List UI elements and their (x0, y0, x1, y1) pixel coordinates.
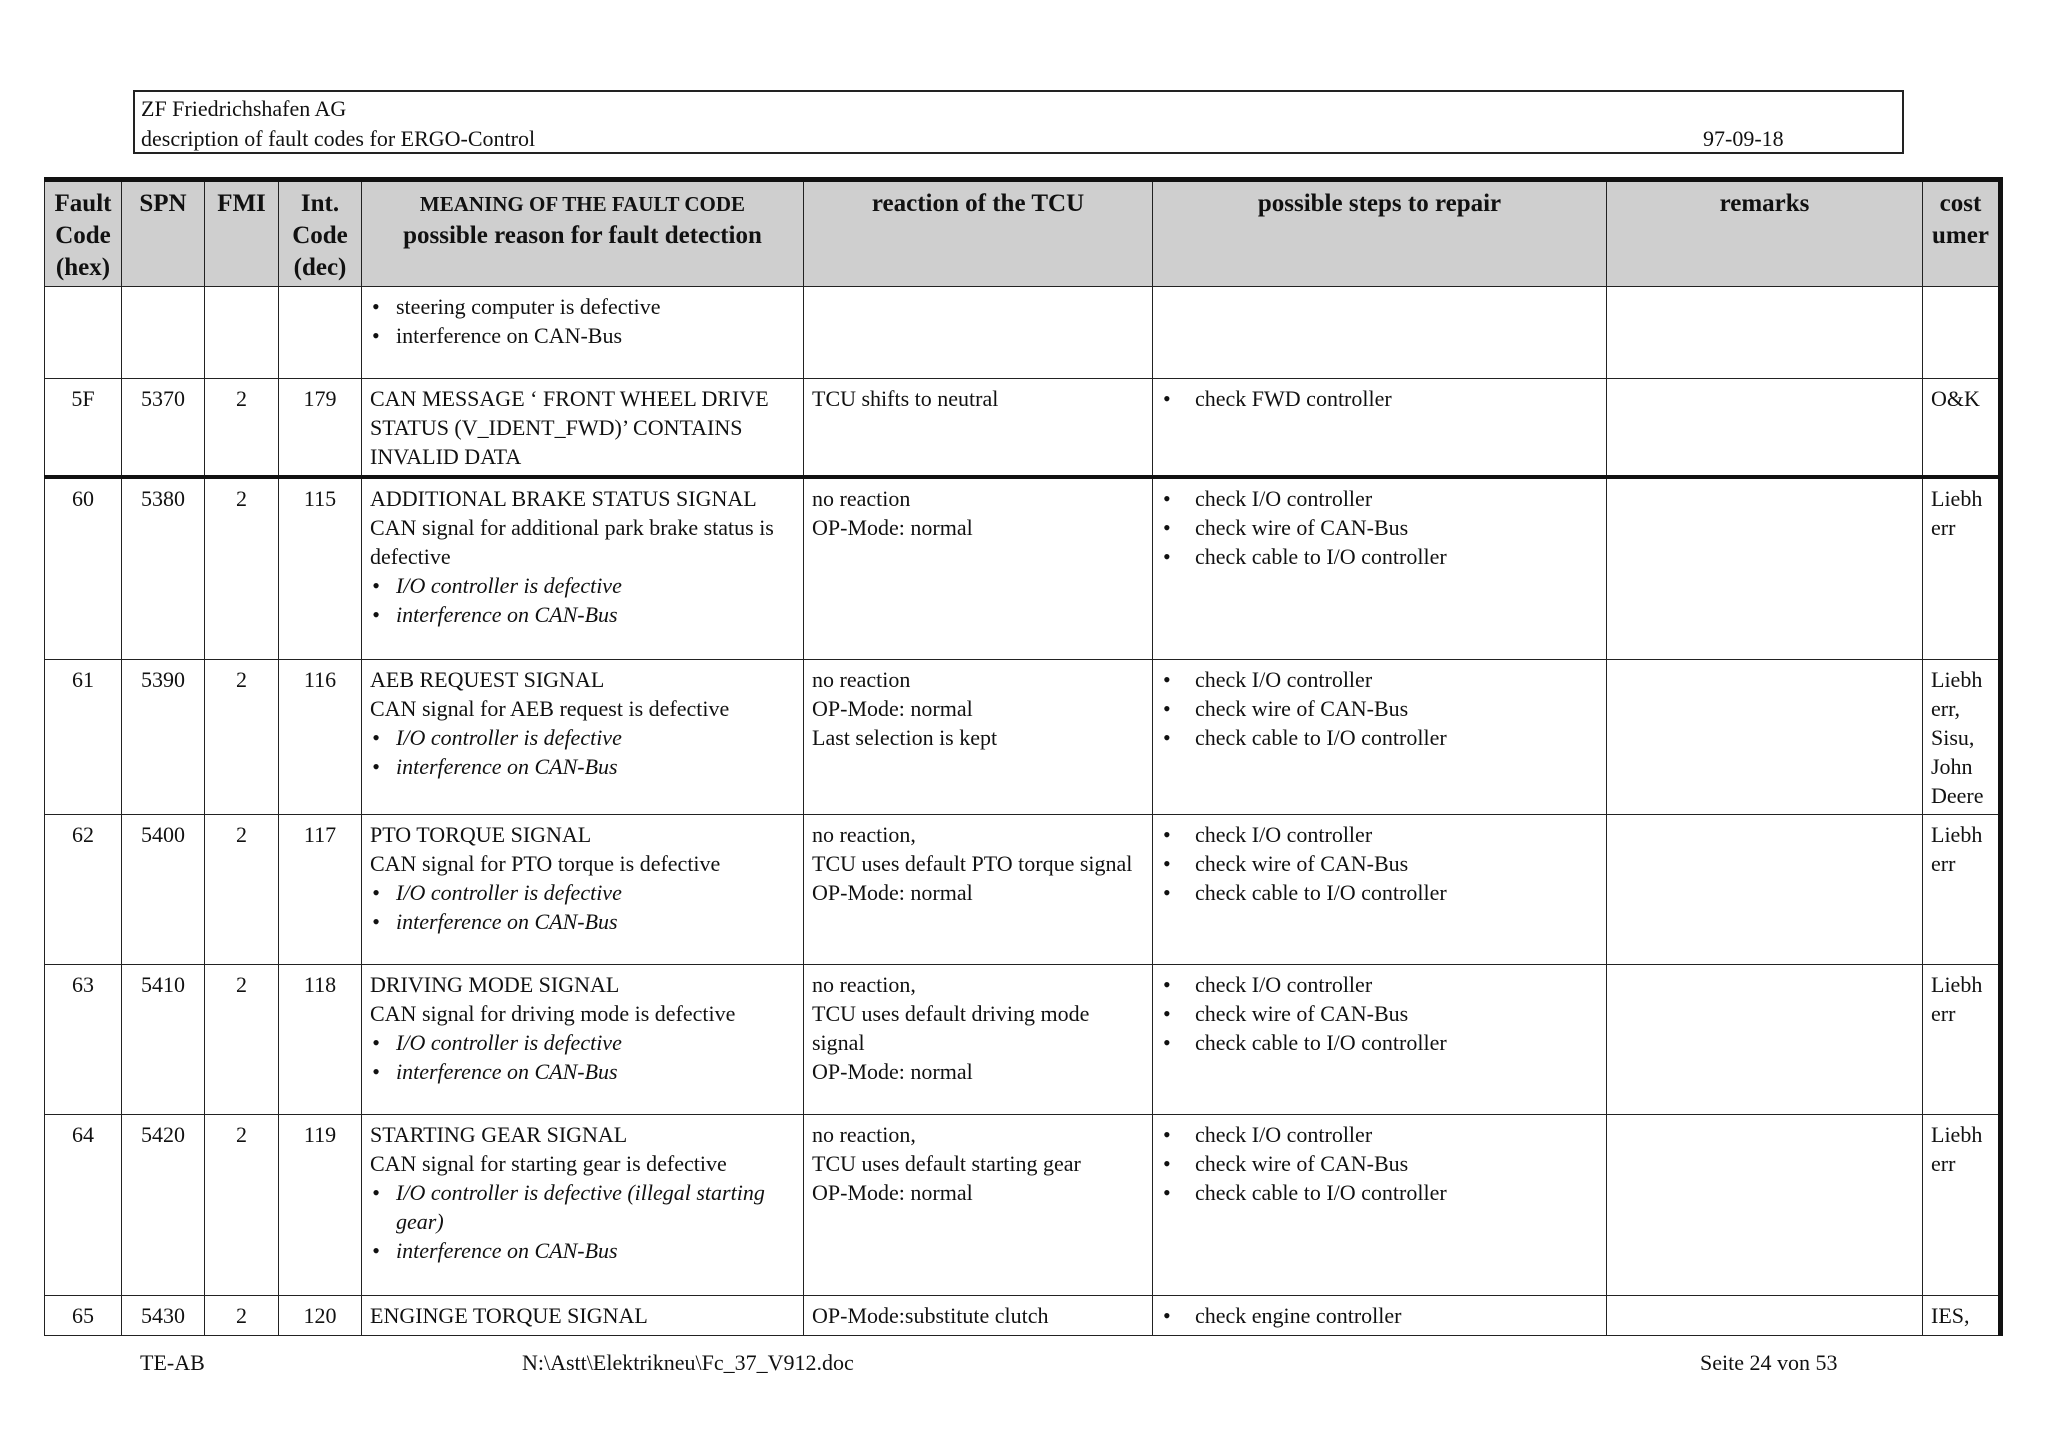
repair-item: • check wire of CAN-Bus (1195, 849, 1598, 878)
document-header-box (133, 90, 1904, 154)
reaction-line: TCU uses default PTO torque signal (812, 851, 1133, 876)
repair-item: • check I/O controller (1195, 970, 1598, 999)
footer-path: N:\Astt\Elektrikneu\Fc_37_V912.doc (522, 1350, 854, 1375)
cell-remarks (1607, 379, 1923, 478)
cell-spn: 5400 (122, 815, 205, 965)
cause-item: • I/O controller is defective (illegal starting gear) (396, 1178, 795, 1236)
repair-list (1161, 665, 1598, 752)
cell-repair (1153, 1296, 1607, 1336)
repair-item: • check wire of CAN-Bus (1195, 694, 1598, 723)
cell-fmi: 2 (205, 660, 279, 815)
cause-item: • I/O controller is defective (396, 878, 795, 907)
cell-spn: 5430 (122, 1296, 205, 1336)
repair-item: • check cable to I/O controller (1195, 1028, 1598, 1057)
repair-item: • check cable to I/O controller (1195, 542, 1598, 571)
cell-fmi: 2 (205, 477, 279, 660)
cell-reaction (804, 477, 1153, 660)
reaction-line: no reaction, (812, 1122, 916, 1147)
cell-meaning (362, 815, 804, 965)
cell-hex (45, 287, 122, 379)
col-reaction: reaction of the TCU (804, 180, 1153, 287)
document-description: description of fault codes for ERGO-Control (141, 126, 536, 151)
cell-remarks (1607, 1296, 1923, 1336)
repair-item: • check wire of CAN-Bus (1195, 1149, 1598, 1178)
cell-remarks (1607, 815, 1923, 965)
cell-reaction (804, 965, 1153, 1115)
reaction-line: no reaction, (812, 822, 916, 847)
footer-page: Seite 24 von 53 (1700, 1350, 1838, 1375)
cause-item: • interference on CAN-Bus (396, 321, 795, 350)
col-fmi: FMI (205, 180, 279, 287)
reaction-line: OP-Mode: normal (812, 1180, 973, 1205)
repair-item: • check engine controller (1195, 1301, 1598, 1330)
cell-fmi: 2 (205, 1115, 279, 1296)
reaction-line: Last selection is kept (812, 725, 998, 750)
cause-item: • interference on CAN-Bus (396, 752, 795, 781)
fault-title: AEB REQUEST SIGNAL (370, 667, 605, 692)
cell-customer: Liebh err, Sisu, John Deere (1923, 660, 2001, 815)
fault-description: CAN signal for starting gear is defective (370, 1151, 727, 1176)
cause-item: • I/O controller is defective (396, 571, 795, 600)
cause-item: • interference on CAN-Bus (396, 1236, 795, 1265)
repair-item: • check I/O controller (1195, 484, 1598, 513)
cell-hex: 62 (45, 815, 122, 965)
cell-fmi: 2 (205, 815, 279, 965)
cell-reaction (804, 1296, 1153, 1336)
repair-list (1161, 384, 1598, 413)
table-row (45, 965, 2001, 1115)
reaction-line: OP-Mode: normal (812, 696, 973, 721)
company-name: ZF Friedrichshafen AG (141, 96, 347, 121)
reaction-line: TCU shifts to neutral (812, 386, 999, 411)
col-spn: SPN (122, 180, 205, 287)
cell-reaction (804, 379, 1153, 478)
cause-item: • interference on CAN-Bus (396, 600, 795, 629)
cell-remarks (1607, 287, 1923, 379)
cell-repair (1153, 1115, 1607, 1296)
table-row (45, 477, 2001, 660)
cause-list (370, 292, 795, 350)
footer-left: TE-AB (140, 1350, 205, 1375)
cell-repair (1153, 660, 1607, 815)
table-header-row (45, 180, 2001, 287)
cell-spn: 5390 (122, 660, 205, 815)
repair-item: • check cable to I/O controller (1195, 1178, 1598, 1207)
fault-title: ENGINGE TORQUE SIGNAL (370, 1303, 648, 1328)
cell-customer: Liebh err (1923, 477, 2001, 660)
cell-meaning (362, 965, 804, 1115)
repair-item: • check cable to I/O controller (1195, 723, 1598, 752)
cell-spn: 5370 (122, 379, 205, 478)
col-remarks: remarks (1607, 180, 1923, 287)
cell-hex: 65 (45, 1296, 122, 1336)
table-row (45, 1115, 2001, 1296)
col-meaning-top: MEANING OF THE FAULT CODE (419, 192, 746, 216)
reaction-line: OP-Mode: normal (812, 880, 973, 905)
fault-description: CAN signal for additional park brake status is defective (370, 515, 774, 569)
reaction-line: TCU uses default starting gear (812, 1151, 1081, 1176)
cause-item: • interference on CAN-Bus (396, 907, 795, 936)
cause-list (370, 571, 795, 629)
col-int-code: Int. Code (dec) (279, 180, 362, 287)
cell-customer: Liebh err (1923, 815, 2001, 965)
col-meaning-bottom: possible reason for fault detection (403, 222, 762, 249)
cell-spn: 5410 (122, 965, 205, 1115)
table-row (45, 287, 2001, 379)
table-row (45, 660, 2001, 815)
cell-reaction (804, 1115, 1153, 1296)
cell-int: 118 (279, 965, 362, 1115)
repair-list (1161, 970, 1598, 1057)
repair-item: • check I/O controller (1195, 665, 1598, 694)
cell-repair (1153, 287, 1607, 379)
cell-fmi: 2 (205, 379, 279, 478)
fault-code-table (44, 177, 2003, 1336)
repair-item: • check I/O controller (1195, 1120, 1598, 1149)
document-date: 97-09-18 (1703, 126, 1784, 151)
table-row (45, 1296, 2001, 1336)
cell-repair (1153, 815, 1607, 965)
cell-int: 115 (279, 477, 362, 660)
cell-hex: 64 (45, 1115, 122, 1296)
col-meaning (362, 180, 804, 287)
cause-list (370, 1028, 795, 1086)
fault-title: PTO TORQUE SIGNAL (370, 822, 592, 847)
repair-item: • check FWD controller (1195, 384, 1598, 413)
cell-meaning (362, 1115, 804, 1296)
repair-list (1161, 484, 1598, 571)
cell-int: 117 (279, 815, 362, 965)
cell-remarks (1607, 965, 1923, 1115)
fault-title: CAN MESSAGE ‘ FRONT WHEEL DRIVE STATUS (V_IDENT_FWD)’ CONTAINS INVALID DATA (370, 386, 769, 469)
cell-remarks (1607, 1115, 1923, 1296)
cell-reaction (804, 815, 1153, 965)
cell-repair (1153, 477, 1607, 660)
reaction-line: OP-Mode:substitute clutch (812, 1303, 1049, 1328)
cell-meaning (362, 477, 804, 660)
cell-spn: 5420 (122, 1115, 205, 1296)
col-fault-code: Fault Code (hex) (45, 180, 122, 287)
repair-list (1161, 1120, 1598, 1207)
cell-remarks (1607, 477, 1923, 660)
cause-item: • steering computer is defective (396, 292, 795, 321)
col-customer: cost umer (1923, 180, 2001, 287)
cell-hex: 60 (45, 477, 122, 660)
cell-customer: Liebh err (1923, 1115, 2001, 1296)
repair-item: • check wire of CAN-Bus (1195, 513, 1598, 542)
cell-fmi (205, 287, 279, 379)
cell-reaction (804, 660, 1153, 815)
repair-item: • check wire of CAN-Bus (1195, 999, 1598, 1028)
table-body (45, 287, 2001, 1336)
cause-item: • I/O controller is defective (396, 1028, 795, 1057)
cell-spn: 5380 (122, 477, 205, 660)
cell-int: 119 (279, 1115, 362, 1296)
cell-hex: 5F (45, 379, 122, 478)
table-row (45, 379, 2001, 478)
table-row (45, 815, 2001, 965)
reaction-line: TCU uses default driving mode signal (812, 1001, 1090, 1055)
cell-int: 179 (279, 379, 362, 478)
cause-item: • I/O controller is defective (396, 723, 795, 752)
cell-meaning (362, 1296, 804, 1336)
cell-int (279, 287, 362, 379)
fault-title: DRIVING MODE SIGNAL (370, 972, 620, 997)
cell-spn (122, 287, 205, 379)
reaction-line: no reaction, (812, 972, 916, 997)
cell-int: 116 (279, 660, 362, 815)
fault-description: CAN signal for driving mode is defective (370, 1001, 736, 1026)
cell-hex: 63 (45, 965, 122, 1115)
cell-fmi: 2 (205, 965, 279, 1115)
repair-item: • check I/O controller (1195, 820, 1598, 849)
cell-customer (1923, 287, 2001, 379)
col-repair: possible steps to repair (1153, 180, 1607, 287)
cell-meaning (362, 379, 804, 478)
cell-hex: 61 (45, 660, 122, 815)
fault-description: CAN signal for PTO torque is defective (370, 851, 721, 876)
cause-item: • interference on CAN-Bus (396, 1057, 795, 1086)
fault-title: ADDITIONAL BRAKE STATUS SIGNAL (370, 486, 757, 511)
cause-list (370, 723, 795, 781)
cell-customer: IES, (1923, 1296, 2001, 1336)
cell-repair (1153, 965, 1607, 1115)
cell-remarks (1607, 660, 1923, 815)
repair-list (1161, 1301, 1598, 1330)
cell-meaning (362, 660, 804, 815)
repair-item: • check cable to I/O controller (1195, 878, 1598, 907)
cell-reaction (804, 287, 1153, 379)
fault-description: CAN signal for AEB request is defective (370, 696, 730, 721)
reaction-line: OP-Mode: normal (812, 515, 973, 540)
repair-list (1161, 820, 1598, 907)
cell-int: 120 (279, 1296, 362, 1336)
cell-meaning (362, 287, 804, 379)
cell-repair (1153, 379, 1607, 478)
cell-fmi: 2 (205, 1296, 279, 1336)
cell-customer: O&K (1923, 379, 2001, 478)
cause-list (370, 878, 795, 936)
fault-title: STARTING GEAR SIGNAL (370, 1122, 628, 1147)
reaction-line: OP-Mode: normal (812, 1059, 973, 1084)
reaction-line: no reaction (812, 667, 911, 692)
reaction-line: no reaction (812, 486, 911, 511)
cause-list (370, 1178, 795, 1265)
cell-customer: Liebh err (1923, 965, 2001, 1115)
